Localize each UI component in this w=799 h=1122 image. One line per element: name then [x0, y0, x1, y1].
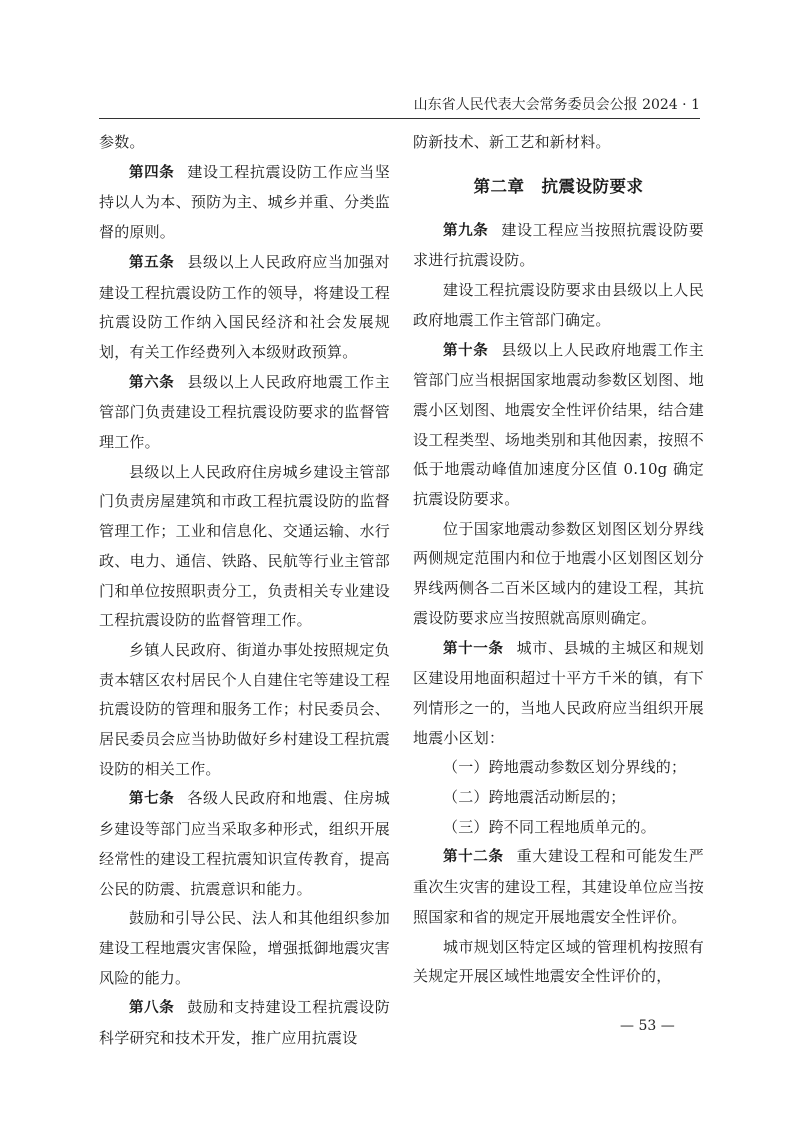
left-column: [99, 128, 390, 1054]
article-number: 第九条: [443, 222, 489, 239]
paragraph: [99, 158, 390, 248]
article-number: 第十二条: [443, 849, 504, 866]
paragraph: [99, 904, 390, 993]
paragraph: [413, 813, 704, 843]
right-column: [413, 128, 704, 992]
paragraph-text: 建设工程抗震设防要求由县级以上人民政府地震工作主管部门确定。: [413, 281, 704, 329]
article-number: 第五条: [129, 254, 175, 271]
paragraph-text: 重大建设工程和可能发生严重次生灾害的建设工程，其建设单位应当按照国家和省的规定开展地震安全性评价。: [413, 847, 704, 926]
paragraph: [413, 276, 704, 335]
paragraph-text: （一）跨地震动参数区划分界线的；: [443, 758, 687, 777]
paragraph: [413, 515, 704, 634]
paragraph-text: 城市规划区特定区域的管理机构按照有关规定开展区域性地震安全性评价的，: [413, 937, 704, 986]
paragraph-text: 城市、县城的主城区和规划区建设用地面积超过十平方千米的镇，有下列情形之一的，当地人民政府应当组织开展地震小区划：: [413, 638, 704, 747]
paragraph-text: 县级以上人民政府应当加强对建设工程抗震设防工作的领导，将建设工程抗震设防工作纳入国民经济和社会发展规划，有关工作经费列入本级财政预算。: [99, 252, 390, 361]
chapter-title: 第二章 抗震设防要求: [473, 176, 644, 196]
paragraph-text: 建设工程抗震设防工作应当坚持以人为本、预防为主、城乡并重、分类监督的原则。: [99, 162, 390, 242]
page-number: — 53 —: [620, 1018, 675, 1034]
paragraph-text: 鼓励和引导公民、法人和其他组织参加建设工程地震灾害保险，增强抵御地震灾害风险的能力。: [99, 909, 390, 987]
header-rule: [99, 118, 700, 119]
article-number: 第四条: [129, 164, 175, 181]
paragraph-text: 各级人民政府和地震、住房城乡建设等部门应当采取多种形式，组织开展经常性的建设工程抗震知识宣传教育，提高公民的防震、抗震意识和能力。: [99, 789, 390, 898]
paragraph: [99, 458, 390, 636]
paragraph: [413, 216, 704, 276]
paragraph-text: 鼓励和支持建设工程抗震设防科学研究和技术开发，推广应用抗震设: [99, 998, 390, 1048]
article-number: 第六条: [129, 374, 175, 391]
paragraph: [99, 993, 390, 1053]
paragraph: [99, 128, 390, 158]
header-title: 山东省人民代表大会常务委员会公报 2024 · 1: [413, 97, 700, 113]
article-number: 第十一条: [443, 640, 504, 657]
article-number: 第十条: [443, 342, 489, 359]
paragraph: [99, 784, 390, 904]
paragraph-text: 位于国家地震动参数区划图区划分界线两侧规定范围内和位于地震小区划图区划分界线两侧各二百米区域内的建设工程，其抗震设防要求应当按照就高原则确定。: [413, 519, 704, 627]
paragraph: [413, 634, 704, 754]
paragraph: [99, 368, 390, 458]
paragraph: [99, 248, 390, 368]
paragraph-text: （三）跨不同工程地质单元的。: [443, 817, 656, 836]
paragraph: [99, 636, 390, 785]
article-number: 第八条: [129, 1000, 175, 1017]
paragraph: [413, 783, 704, 813]
paragraph-text: 乡镇人民政府、街道办事处按照规定负责本辖区农村居民个人自建住宅等建设工程抗震设防的管理和服务工作；村民委员会、居民委员会应当协助做好乡村建设工程抗震设防的相关工作。: [99, 640, 390, 778]
paragraph: [413, 336, 704, 515]
paragraph-text: 建设工程应当按照抗震设防要求进行抗震设防。: [413, 220, 704, 270]
paragraph: [413, 933, 704, 992]
paragraph: [413, 842, 704, 932]
paragraph-text: 防新技术、新工艺和新材料。: [413, 133, 611, 151]
paragraph: [413, 128, 704, 158]
paragraph-text: 县级以上人民政府地震工作主管部门负责建设工程抗震设防要求的监督管理工作。: [99, 372, 390, 452]
paragraph-text: 县级以上人民政府住房城乡建设主管部门负责房屋建筑和市政工程抗震设防的监督管理工作；工业和信息化、交通运输、水行政、电力、通信、铁路、民航等行业主管部门和单位按照职责分工，负责相关专业建设工程抗震设防的监督管理工作。: [99, 462, 390, 630]
paragraph-text: （二）跨地震活动断层的；: [443, 788, 626, 807]
article-number: 第七条: [129, 791, 175, 808]
paragraph-text: 县级以上人民政府地震工作主管部门应当根据国家地震动参数区划图、地震小区划图、地震安全性评价结果，结合建设工程类型、场地类别和其他因素，按照不低于地震动峰值加速度分区值 0.10g 确定抗震设防要求。: [413, 340, 704, 509]
paragraph-text: 参数。: [99, 133, 145, 151]
paragraph: [413, 753, 704, 783]
